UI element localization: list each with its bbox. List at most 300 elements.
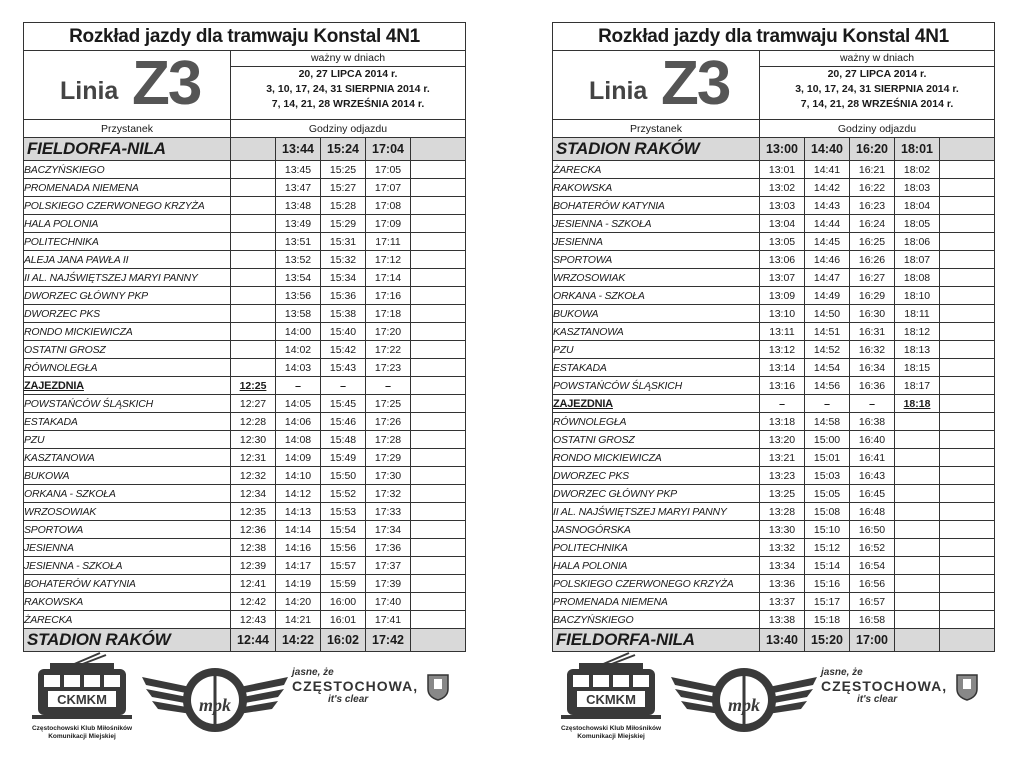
table-row xyxy=(24,503,466,521)
departure-time: 12:30 xyxy=(231,431,276,449)
stop-name: JESIENNA xyxy=(553,233,760,251)
table-row xyxy=(553,413,995,431)
departure-time: 18:08 xyxy=(895,269,940,287)
departure-time xyxy=(231,269,276,287)
departure-time xyxy=(895,413,940,431)
departure-time: 17:08 xyxy=(366,197,411,215)
departure-time: 13:23 xyxy=(760,467,805,485)
departure-time: 18:17 xyxy=(895,377,940,395)
departure-time xyxy=(940,197,995,215)
departure-time: 16:25 xyxy=(850,233,895,251)
departure-time xyxy=(940,503,995,521)
departure-time: 12:31 xyxy=(231,449,276,467)
table-row xyxy=(553,179,995,197)
departure-time: 16:48 xyxy=(850,503,895,521)
departure-time xyxy=(940,485,995,503)
departure-time xyxy=(940,539,995,557)
departure-time: 16:50 xyxy=(850,521,895,539)
departure-time xyxy=(411,197,466,215)
departure-time: 14:20 xyxy=(276,593,321,611)
departure-time: 17:29 xyxy=(366,449,411,467)
departure-time: – xyxy=(850,395,895,413)
departure-time: 17:07 xyxy=(366,179,411,197)
city-slogan: jasne, że CZĘSTOCHOWA, it's clear xyxy=(292,667,419,705)
timetable-title: Rozkład jazdy dla tramwaju Konstal 4N1 xyxy=(24,23,466,51)
departure-time: 17:41 xyxy=(366,611,411,629)
table-row xyxy=(24,251,466,269)
footer-logos xyxy=(22,651,482,761)
departure-time: 12:36 xyxy=(231,521,276,539)
departure-time: 17:40 xyxy=(366,593,411,611)
departure-time xyxy=(231,215,276,233)
departure-time xyxy=(411,539,466,557)
stop-name: ESTAKADA xyxy=(24,413,231,431)
stop-name: POLITECHNIKA xyxy=(24,233,231,251)
departure-time: 14:17 xyxy=(276,557,321,575)
stop-name: STADION RAKÓW xyxy=(24,629,231,652)
table-row xyxy=(553,251,995,269)
depot-row xyxy=(24,377,466,395)
departure-time xyxy=(895,467,940,485)
stop-name: PROMENADA NIEMENA xyxy=(553,593,760,611)
departure-time: 13:32 xyxy=(760,539,805,557)
departure-time: 15:54 xyxy=(321,521,366,539)
departure-time xyxy=(411,611,466,629)
stop-name: JESIENNA - SZKOŁA xyxy=(553,215,760,233)
departure-time: 17:12 xyxy=(366,251,411,269)
departure-time: 13:38 xyxy=(760,611,805,629)
club-name: Częstochowski Klub Miłośników Komunikacji Miejskiej xyxy=(560,725,662,740)
departure-time: 17:30 xyxy=(366,467,411,485)
departure-time: 15:18 xyxy=(805,611,850,629)
departure-time: 12:25 xyxy=(231,377,276,395)
departure-time: 15:27 xyxy=(321,179,366,197)
table-row xyxy=(24,305,466,323)
departure-time: 15:42 xyxy=(321,341,366,359)
departure-time xyxy=(895,539,940,557)
departure-time xyxy=(940,575,995,593)
departure-time: 18:12 xyxy=(895,323,940,341)
departure-time: 18:13 xyxy=(895,341,940,359)
stop-name: JESIENNA - SZKOŁA xyxy=(24,557,231,575)
departure-time: 15:56 xyxy=(321,539,366,557)
departure-time: 14:40 xyxy=(805,138,850,161)
stop-name: ŻARECKA xyxy=(24,611,231,629)
departure-time: 17:04 xyxy=(366,138,411,161)
departure-time: 17:20 xyxy=(366,323,411,341)
stop-name: OSTATNI GROSZ xyxy=(553,431,760,449)
departure-time xyxy=(411,485,466,503)
departure-time: 15:12 xyxy=(805,539,850,557)
departure-time: 15:40 xyxy=(321,323,366,341)
stop-name: POLSKIEGO CZERWONEGO KRZYŻA xyxy=(553,575,760,593)
stop-name: JASNOGÓRSKA xyxy=(553,521,760,539)
departure-time: 17:22 xyxy=(366,341,411,359)
departure-time: 15:43 xyxy=(321,359,366,377)
departure-time: 18:06 xyxy=(895,233,940,251)
departure-time xyxy=(940,323,995,341)
departure-time: 16:23 xyxy=(850,197,895,215)
departure-time: 14:05 xyxy=(276,395,321,413)
stop-name: STADION RAKÓW xyxy=(553,138,760,161)
departure-time xyxy=(411,395,466,413)
times-column-header: Godziny odjazdu xyxy=(760,120,995,138)
stop-name: ZAJEZDNIA xyxy=(24,377,231,395)
departure-time: 13:09 xyxy=(760,287,805,305)
departure-time: 12:43 xyxy=(231,611,276,629)
departure-time: 14:06 xyxy=(276,413,321,431)
terminal-stop-row xyxy=(24,629,466,652)
departure-time: 15:38 xyxy=(321,305,366,323)
departure-time: 14:54 xyxy=(805,359,850,377)
departure-time: 13:56 xyxy=(276,287,321,305)
terminal-stop-row xyxy=(553,138,995,161)
table-row xyxy=(553,521,995,539)
departure-time xyxy=(411,575,466,593)
departure-time: 17:34 xyxy=(366,521,411,539)
departure-time: 17:11 xyxy=(366,233,411,251)
departure-time xyxy=(895,611,940,629)
departure-time: 16:32 xyxy=(850,341,895,359)
departure-time: 17:39 xyxy=(366,575,411,593)
departure-time xyxy=(940,161,995,179)
stop-name: POWSTAŃCÓW ŚLĄSKICH xyxy=(553,377,760,395)
departure-time: 16:41 xyxy=(850,449,895,467)
departure-time: 14:44 xyxy=(805,215,850,233)
departure-time: 13:34 xyxy=(760,557,805,575)
departure-time: 18:02 xyxy=(895,161,940,179)
departure-time: 17:26 xyxy=(366,413,411,431)
departure-time: 16:38 xyxy=(850,413,895,431)
stop-name: POWSTAŃCÓW ŚLĄSKICH xyxy=(24,395,231,413)
stop-name: BUKOWA xyxy=(24,467,231,485)
departure-time: 14:12 xyxy=(276,485,321,503)
departure-time xyxy=(411,557,466,575)
departure-time: 17:14 xyxy=(366,269,411,287)
table-row xyxy=(553,449,995,467)
departure-time: 14:00 xyxy=(276,323,321,341)
departure-time: 15:25 xyxy=(321,161,366,179)
departure-time: 15:28 xyxy=(321,197,366,215)
validity-header: ważny w dniach xyxy=(760,51,994,67)
table-row xyxy=(553,215,995,233)
departure-time: 16:56 xyxy=(850,575,895,593)
table-row xyxy=(24,233,466,251)
line-number: Z3 xyxy=(132,50,201,118)
departure-time: 16:02 xyxy=(321,629,366,652)
departure-time xyxy=(895,521,940,539)
stop-name: HALA POLONIA xyxy=(24,215,231,233)
departure-time xyxy=(411,215,466,233)
departure-time: 15:49 xyxy=(321,449,366,467)
departure-time xyxy=(411,305,466,323)
departure-time xyxy=(940,287,995,305)
departure-time: 16:20 xyxy=(850,138,895,161)
table-row xyxy=(553,269,995,287)
departure-time xyxy=(411,629,466,652)
departure-time xyxy=(231,341,276,359)
stop-name: ZAJEZDNIA xyxy=(553,395,760,413)
departure-time xyxy=(231,197,276,215)
table-row xyxy=(553,539,995,557)
departure-time: 12:27 xyxy=(231,395,276,413)
departure-time xyxy=(940,341,995,359)
departure-time: 15:31 xyxy=(321,233,366,251)
stop-name: RAKOWSKA xyxy=(24,593,231,611)
departure-time: 14:41 xyxy=(805,161,850,179)
table-row xyxy=(24,161,466,179)
departure-time: 15:52 xyxy=(321,485,366,503)
terminal-stop-row xyxy=(553,629,995,652)
departure-time: 13:05 xyxy=(760,233,805,251)
stop-name: KASZTANOWA xyxy=(24,449,231,467)
departure-time: 17:33 xyxy=(366,503,411,521)
departure-time: 13:40 xyxy=(760,629,805,652)
table-row xyxy=(24,467,466,485)
table-row xyxy=(553,467,995,485)
departure-time: 12:34 xyxy=(231,485,276,503)
departure-time: 16:30 xyxy=(850,305,895,323)
departure-time: 17:23 xyxy=(366,359,411,377)
stop-name: DWORZEC PKS xyxy=(24,305,231,323)
stop-name: DWORZEC PKS xyxy=(553,467,760,485)
departure-time: 15:14 xyxy=(805,557,850,575)
departure-time: 18:01 xyxy=(895,138,940,161)
departure-time: 13:00 xyxy=(760,138,805,161)
departure-time: 13:01 xyxy=(760,161,805,179)
timetable-sheet-right xyxy=(552,22,994,652)
departure-time: 12:38 xyxy=(231,539,276,557)
mpk-logo-icon xyxy=(140,655,290,745)
mpk-logo-text: mpk xyxy=(727,695,761,715)
departure-time xyxy=(411,521,466,539)
stop-name: JESIENNA xyxy=(24,539,231,557)
stop-name: BUKOWA xyxy=(553,305,760,323)
club-logo xyxy=(22,651,142,761)
departure-time xyxy=(411,341,466,359)
departure-time xyxy=(411,287,466,305)
stop-name: ORKANA - SZKOŁA xyxy=(24,485,231,503)
departure-time: 16:34 xyxy=(850,359,895,377)
table-row xyxy=(553,341,995,359)
departure-time: 16:43 xyxy=(850,467,895,485)
club-logo xyxy=(551,651,671,761)
departure-time: 15:48 xyxy=(321,431,366,449)
departure-time: 15:53 xyxy=(321,503,366,521)
table-row xyxy=(553,161,995,179)
departure-time xyxy=(411,467,466,485)
club-badge-text: CKMKM xyxy=(57,692,107,707)
validity-date-line: 3, 10, 17, 24, 31 SIERPNIA 2014 r. xyxy=(795,83,959,95)
departure-time xyxy=(940,629,995,652)
timetable xyxy=(23,22,466,652)
departure-time: 15:16 xyxy=(805,575,850,593)
departure-time xyxy=(895,503,940,521)
departure-time: 13:10 xyxy=(760,305,805,323)
stop-name: OSTATNI GROSZ xyxy=(24,341,231,359)
departure-time: 15:32 xyxy=(321,251,366,269)
departure-time: 17:32 xyxy=(366,485,411,503)
table-row xyxy=(24,431,466,449)
departure-time xyxy=(895,431,940,449)
departure-time xyxy=(411,138,466,161)
stop-name: FIELDORFA-NILA xyxy=(553,629,760,652)
table-row xyxy=(24,359,466,377)
departure-time: 14:43 xyxy=(805,197,850,215)
stop-name: ESTAKADA xyxy=(553,359,760,377)
departure-time xyxy=(231,305,276,323)
departure-time xyxy=(940,611,995,629)
departure-time: 13:12 xyxy=(760,341,805,359)
stop-name: WRZOSOWIAK xyxy=(24,503,231,521)
departure-time xyxy=(940,138,995,161)
departure-time: 15:45 xyxy=(321,395,366,413)
departure-time: 16:36 xyxy=(850,377,895,395)
departure-time: 13:30 xyxy=(760,521,805,539)
departure-time: 16:40 xyxy=(850,431,895,449)
departure-time: 18:05 xyxy=(895,215,940,233)
departure-time: 16:52 xyxy=(850,539,895,557)
departure-time xyxy=(231,287,276,305)
stop-name: PROMENADA NIEMENA xyxy=(24,179,231,197)
departure-time xyxy=(411,251,466,269)
departure-time xyxy=(940,305,995,323)
departure-time: 16:57 xyxy=(850,593,895,611)
stop-name: II AL. NAJŚWIĘTSZEJ MARYI PANNY xyxy=(24,269,231,287)
departure-time xyxy=(411,593,466,611)
departure-time xyxy=(411,377,466,395)
departure-time: 13:25 xyxy=(760,485,805,503)
departure-time: 12:35 xyxy=(231,503,276,521)
departure-time xyxy=(940,413,995,431)
departure-time: – xyxy=(321,377,366,395)
table-row xyxy=(24,341,466,359)
departure-time: 13:37 xyxy=(760,593,805,611)
stop-name: PZU xyxy=(553,341,760,359)
departure-time: 16:27 xyxy=(850,269,895,287)
table-row xyxy=(553,611,995,629)
departure-time: 12:42 xyxy=(231,593,276,611)
validity-date-line: 3, 10, 17, 24, 31 SIERPNIA 2014 r. xyxy=(266,83,430,95)
departure-time: 14:52 xyxy=(805,341,850,359)
timetable xyxy=(552,22,995,652)
departure-time: 14:49 xyxy=(805,287,850,305)
departure-time: 13:06 xyxy=(760,251,805,269)
departure-time: 14:47 xyxy=(805,269,850,287)
departure-time: 15:03 xyxy=(805,467,850,485)
stop-name: HALA POLONIA xyxy=(553,557,760,575)
stop-name: BACZYŃSKIEGO xyxy=(24,161,231,179)
departure-time xyxy=(411,431,466,449)
table-row xyxy=(553,485,995,503)
departure-time: 16:00 xyxy=(321,593,366,611)
departure-time: 14:50 xyxy=(805,305,850,323)
departure-time: 14:09 xyxy=(276,449,321,467)
departure-time: 14:22 xyxy=(276,629,321,652)
departure-time xyxy=(895,557,940,575)
departure-time: 12:39 xyxy=(231,557,276,575)
departure-time xyxy=(895,575,940,593)
table-row xyxy=(553,359,995,377)
departure-time xyxy=(895,629,940,652)
stop-name: DWORZEC GŁÓWNY PKP xyxy=(24,287,231,305)
departure-time: 13:49 xyxy=(276,215,321,233)
stop-name: WRZOSOWIAK xyxy=(553,269,760,287)
table-row xyxy=(553,305,995,323)
departure-time: 16:21 xyxy=(850,161,895,179)
city-slogan: jasne, że CZĘSTOCHOWA, it's clear xyxy=(821,667,948,705)
city-crest-icon xyxy=(426,673,450,701)
departure-time: 17:09 xyxy=(366,215,411,233)
table-row xyxy=(24,557,466,575)
departure-time: 14:03 xyxy=(276,359,321,377)
departure-time: 12:44 xyxy=(231,629,276,652)
departure-time xyxy=(940,395,995,413)
departure-time: 17:36 xyxy=(366,539,411,557)
departure-time: 13:58 xyxy=(276,305,321,323)
table-row xyxy=(24,611,466,629)
validity-date-line: 7, 14, 21, 28 WRZEŚNIA 2014 r. xyxy=(800,98,954,110)
departure-time: 16:01 xyxy=(321,611,366,629)
validity-date-line: 20, 27 LIPCA 2014 r. xyxy=(827,68,927,80)
departure-time: – xyxy=(760,395,805,413)
departure-time: 14:21 xyxy=(276,611,321,629)
departure-time: 13:14 xyxy=(760,359,805,377)
departure-time: 18:07 xyxy=(895,251,940,269)
departure-time: 13:11 xyxy=(760,323,805,341)
table-row xyxy=(24,323,466,341)
departure-time: 15:08 xyxy=(805,503,850,521)
departure-time xyxy=(411,179,466,197)
table-row xyxy=(553,287,995,305)
departure-time: 15:01 xyxy=(805,449,850,467)
stop-name: POLITECHNIKA xyxy=(553,539,760,557)
departure-time xyxy=(940,467,995,485)
departure-time xyxy=(895,485,940,503)
departure-time: 13:03 xyxy=(760,197,805,215)
table-row xyxy=(553,575,995,593)
departure-time xyxy=(231,233,276,251)
table-row xyxy=(24,413,466,431)
departure-time xyxy=(231,179,276,197)
departure-time: – xyxy=(366,377,411,395)
times-column-header: Godziny odjazdu xyxy=(231,120,466,138)
stop-name: ORKANA - SZKOŁA xyxy=(553,287,760,305)
stop-name: ŻARECKA xyxy=(553,161,760,179)
departure-time xyxy=(940,359,995,377)
table-row xyxy=(24,179,466,197)
departure-time: 17:28 xyxy=(366,431,411,449)
mpk-logo-icon xyxy=(669,655,819,745)
club-name: Częstochowski Klub Miłośników Komunikacji Miejskiej xyxy=(31,725,133,740)
table-row xyxy=(553,503,995,521)
validity-date-line: 20, 27 LIPCA 2014 r. xyxy=(298,68,398,80)
departure-time: 17:37 xyxy=(366,557,411,575)
departure-time: 12:32 xyxy=(231,467,276,485)
table-row xyxy=(24,575,466,593)
departure-time: 13:18 xyxy=(760,413,805,431)
stop-name: SPORTOWA xyxy=(24,521,231,539)
departure-time xyxy=(895,593,940,611)
table-row xyxy=(24,269,466,287)
terminal-stop-row xyxy=(24,138,466,161)
departure-time: 14:14 xyxy=(276,521,321,539)
table-row xyxy=(553,593,995,611)
departure-time: 13:44 xyxy=(276,138,321,161)
departure-time: 14:58 xyxy=(805,413,850,431)
departure-time: 13:54 xyxy=(276,269,321,287)
table-row xyxy=(553,431,995,449)
